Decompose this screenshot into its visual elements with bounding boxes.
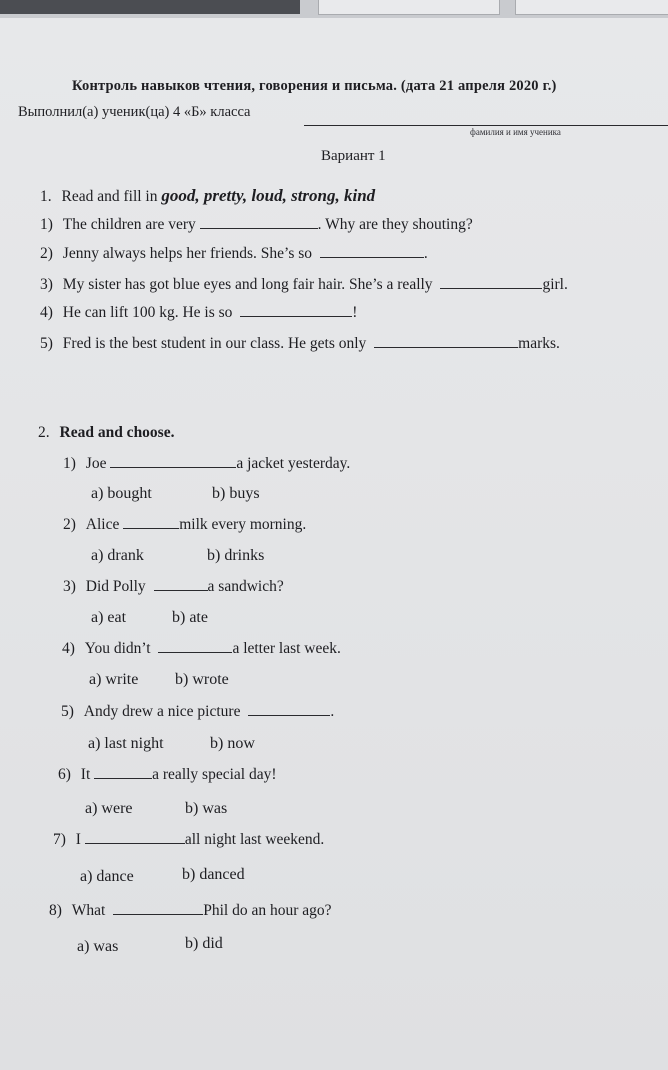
task1-item [40, 245, 428, 263]
answer-blank[interactable] [113, 902, 203, 915]
item-number: 8) [49, 902, 62, 919]
item-text: I [75, 831, 81, 848]
task2-heading [38, 424, 174, 442]
task1-word-bank: good, pretty, loud, strong, kind [161, 186, 376, 205]
item-text: a sandwich? [207, 578, 284, 595]
item-text: Alice [85, 516, 120, 533]
option-b[interactable]: b) did [185, 935, 223, 952]
answer-blank[interactable] [248, 703, 330, 716]
answer-blank[interactable] [374, 335, 518, 348]
item-text: What [71, 902, 106, 919]
desk-edge [0, 0, 300, 14]
task1-item [40, 276, 568, 294]
task2-question [63, 455, 350, 473]
answer-blank[interactable] [85, 831, 185, 844]
task2-instruction: Read and choose. [59, 424, 175, 441]
pupil-label: Выполнил(а) ученик(ца) 4 «Б» класса [18, 104, 251, 120]
item-number: 1) [63, 455, 76, 472]
item-text: Fred is the best student in our class. He gets only [62, 335, 367, 352]
background-sheet [515, 0, 668, 15]
option-b[interactable]: b) drinks [207, 547, 265, 564]
task-number: 2. [38, 424, 50, 441]
item-text: . [423, 245, 428, 262]
pupil-name-hint: фамилия и имя ученика [470, 127, 561, 137]
worksheet-title: Контроль навыков чтения, говорения и письма. (дата 21 апреля 2020 г.) [72, 78, 557, 94]
option-a[interactable]: a) write [89, 671, 139, 688]
item-number: 3) [63, 578, 76, 595]
item-text: a really special day! [152, 766, 277, 783]
answer-blank[interactable] [440, 276, 542, 289]
item-number: 7) [53, 831, 66, 848]
item-text: marks. [518, 335, 560, 352]
answer-blank[interactable] [123, 516, 179, 529]
task2-question [62, 640, 341, 658]
task1-item [40, 216, 473, 234]
item-number: 2) [40, 245, 53, 262]
item-text: all night last weekend. [184, 831, 325, 848]
option-a[interactable]: a) eat [91, 609, 127, 626]
item-text: . [330, 703, 335, 720]
task2-question [61, 703, 334, 721]
item-number: 4) [62, 640, 75, 657]
option-b[interactable]: b) buys [212, 485, 260, 502]
item-number: 3) [40, 276, 53, 293]
item-text: The children are very [62, 216, 196, 233]
task2-question [63, 578, 284, 596]
task1-heading [40, 186, 375, 206]
item-text: . Why are they shouting? [317, 216, 473, 233]
variant-label: Вариант 1 [321, 148, 386, 164]
item-text: Andy drew a nice picture [83, 703, 241, 720]
option-a[interactable]: a) last night [88, 735, 164, 752]
option-b[interactable]: b) now [210, 735, 255, 752]
option-a[interactable]: a) dance [80, 868, 134, 885]
item-text: milk every morning. [179, 516, 307, 533]
photo-top-edge [0, 0, 668, 19]
task2-question [58, 766, 277, 784]
item-number: 6) [58, 766, 71, 783]
task2-question [53, 831, 324, 849]
item-text: Phil do an hour ago? [203, 902, 332, 919]
pupil-name-line [304, 125, 668, 126]
answer-blank[interactable] [154, 578, 208, 591]
item-text: a jacket yesterday. [236, 455, 351, 472]
item-number: 2) [63, 516, 76, 533]
item-text: ! [352, 304, 358, 321]
answer-blank[interactable] [320, 245, 424, 258]
item-text: You didn’t [84, 640, 151, 657]
task2-question [63, 516, 306, 534]
item-number: 5) [61, 703, 74, 720]
option-b[interactable]: b) ate [172, 609, 208, 626]
item-text: Did Polly [85, 578, 146, 595]
item-text: It [80, 766, 91, 783]
item-number: 5) [40, 335, 53, 352]
task2-question [49, 902, 332, 920]
option-a[interactable]: a) drank [91, 547, 144, 564]
background-sheet [318, 0, 500, 15]
item-text: My sister has got blue eyes and long fair hair. She’s a really [62, 276, 433, 293]
item-number: 1) [40, 216, 53, 233]
task1-instruction: Read and fill in [61, 188, 158, 205]
item-text: girl. [542, 276, 568, 293]
task1-item [40, 335, 560, 353]
option-a[interactable]: a) bought [91, 485, 152, 502]
answer-blank[interactable] [94, 766, 152, 779]
item-text: Jenny always helps her friends. She’s so [62, 245, 313, 262]
option-a[interactable]: a) was [77, 938, 119, 955]
item-number: 4) [40, 304, 53, 321]
item-text: He can lift 100 kg. He is so [62, 304, 233, 321]
answer-blank[interactable] [158, 640, 232, 653]
task-number: 1. [40, 188, 52, 205]
option-a[interactable]: a) were [85, 800, 133, 817]
option-b[interactable]: b) danced [182, 866, 245, 883]
answer-blank[interactable] [200, 216, 318, 229]
task1-item [40, 304, 357, 322]
option-b[interactable]: b) wrote [175, 671, 229, 688]
option-b[interactable]: b) was [185, 800, 228, 817]
answer-blank[interactable] [110, 455, 236, 468]
answer-blank[interactable] [240, 304, 352, 317]
item-text: a letter last week. [232, 640, 341, 657]
item-text: Joe [85, 455, 107, 472]
